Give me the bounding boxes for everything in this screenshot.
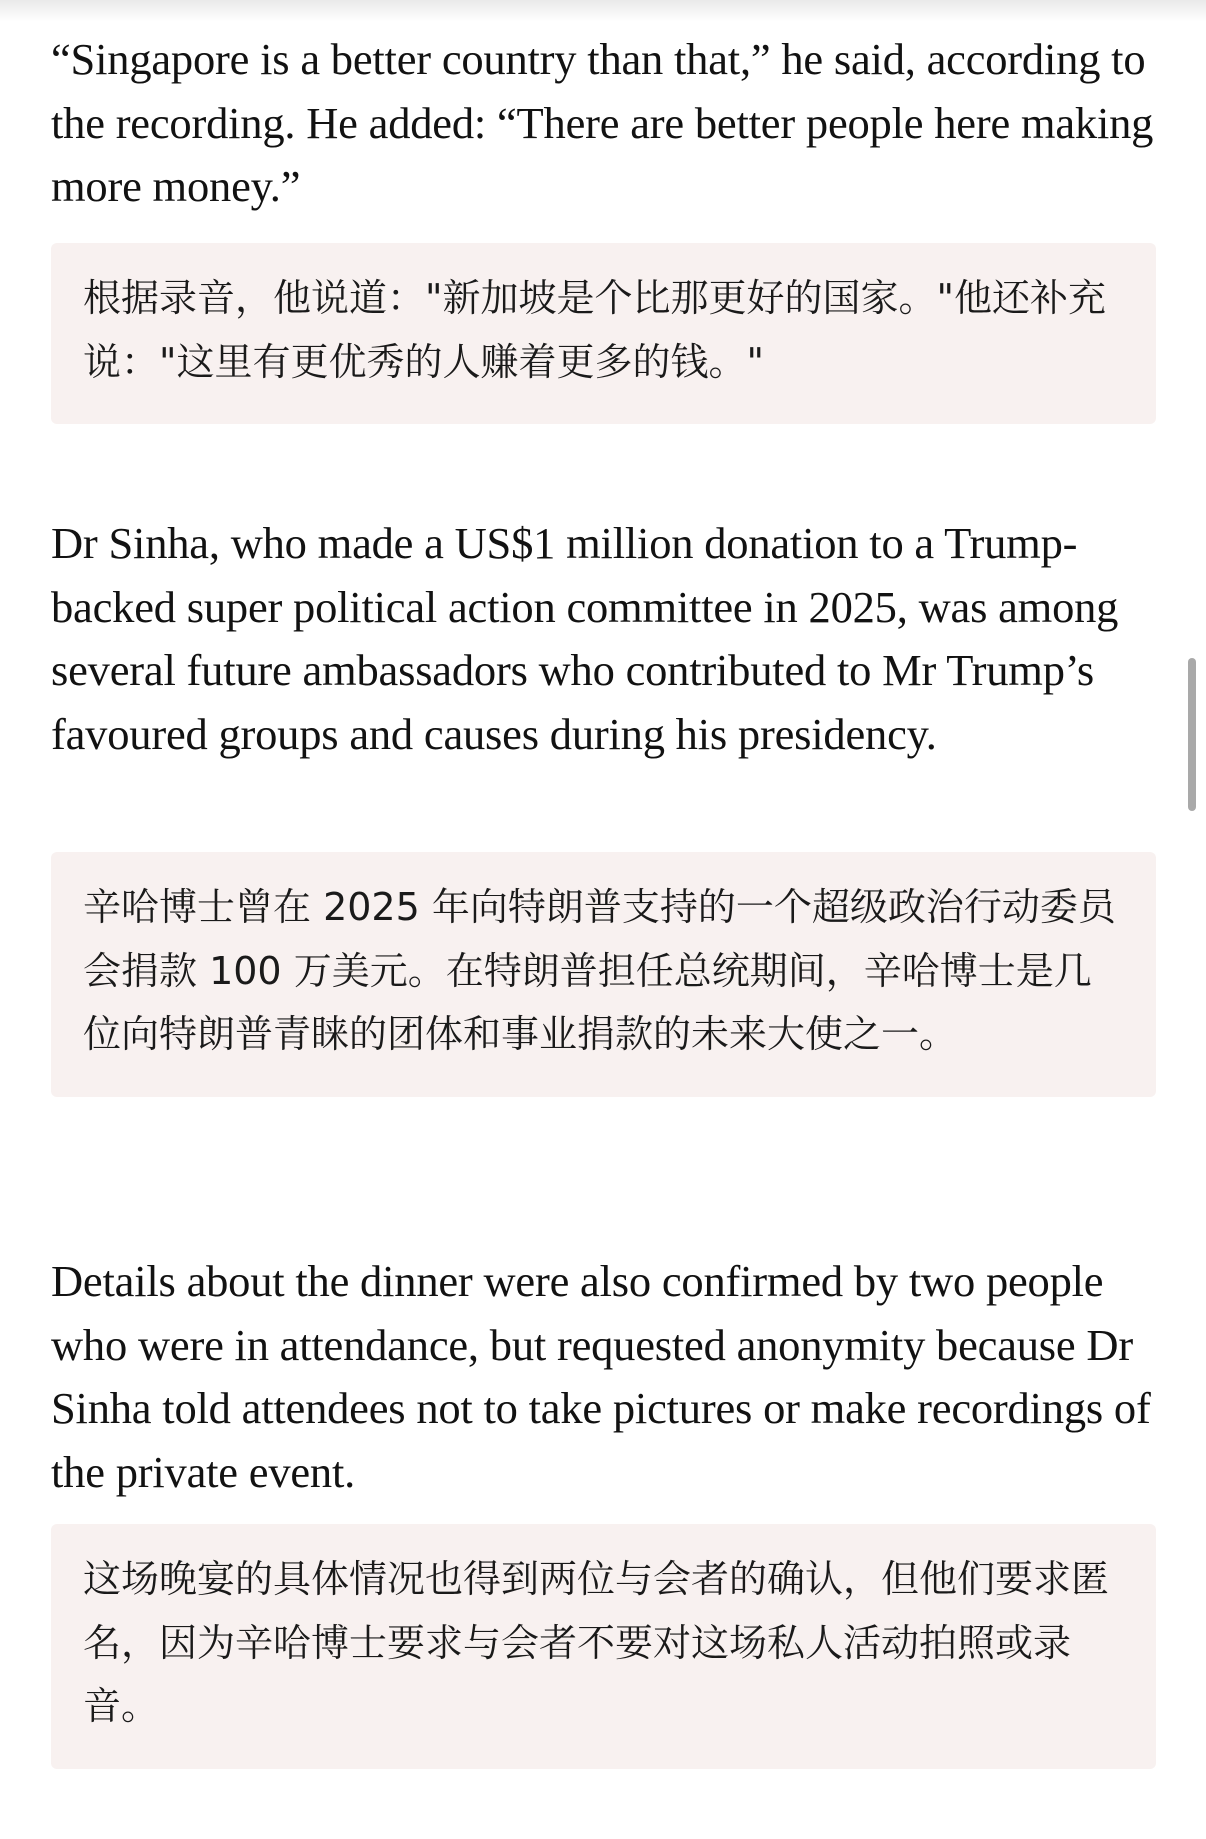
top-bar-shadow [0,0,1206,22]
article-paragraph-english: “Singapore is a better country than that,” he said, according to the recording. He added: “There are better people here making more money.” [51,34,1154,211]
translation-block-chinese: 根据录音，他说道："新加坡是个比那更好的国家。"他还补充说："这里有更优秀的人赚着更多的钱。" [51,243,1156,424]
scrollbar-thumb[interactable] [1188,658,1196,811]
translation-block-chinese: 辛哈博士曾在 2025 年向特朗普支持的一个超级政治行动委员会捐款 100 万美元。在特朗普担任总统期间，辛哈博士是几位向特朗普青睐的团体和事业捐款的未来大使之一。 [51,852,1156,1097]
article-paragraph-english: Details about the dinner were also confirmed by two people who were in attendance, but requested anonymity because Dr Sinha told attendees not to take pictures or make recordings of the private event. [51,1256,1151,1497]
article-paragraph-english: Dr Sinha, who made a US$1 million donation to a Trump-backed super political action committee in 2025, was among several future ambassadors who contributed to Mr Trump’s favoured groups and causes during his presidency. [51,518,1119,759]
translation-block-chinese: 这场晚宴的具体情况也得到两位与会者的确认，但他们要求匿名，因为辛哈博士要求与会者不要对这场私人活动拍照或录音。 [51,1524,1156,1769]
